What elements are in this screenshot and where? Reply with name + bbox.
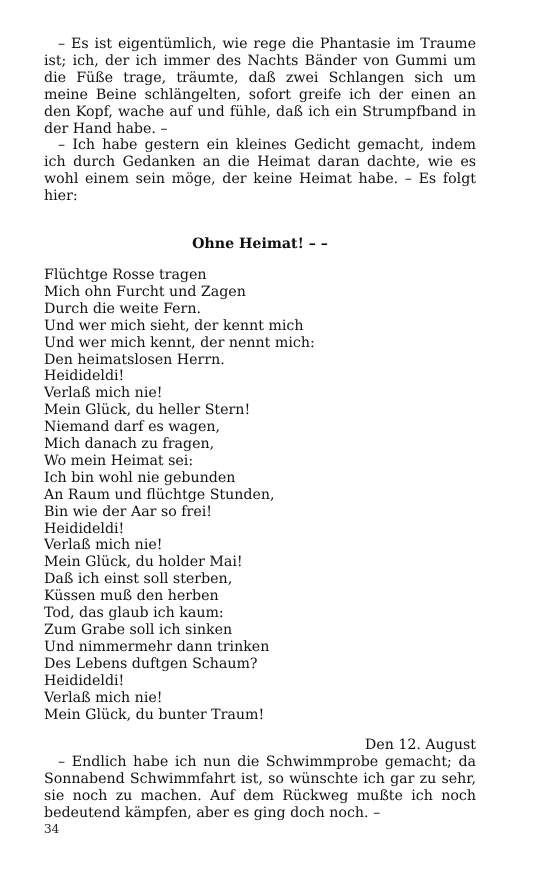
poem-line: Niemand darf es wagen,	[44, 419, 220, 436]
poem-line: Durch die weite Fern.	[44, 300, 201, 317]
book-page	[44, 36, 476, 822]
poem-line: Küssen muß den herben	[44, 588, 219, 605]
poem-line: Bin wie der Aar so frei!	[44, 503, 212, 520]
poem-line: Verlaß mich nie!	[44, 537, 163, 554]
poem-line: Des Lebens duftgen Schaum?	[44, 655, 258, 672]
poem-line: Mein Glück, du heller Stern!	[44, 402, 251, 419]
poem-line: Wo mein Heimat sei:	[44, 452, 194, 469]
paragraph-dream: – Es ist eigentümlich, wie rege die Phantasie im Traume ist; ich, der ich immer des Nachts Bänder von Gummi um die Füße trage, träumte, daß zwei Schlangen sich um meine Beine schlängelten, sofort greife ich der einen an den Kopf, wache auf und fühle, daß ich ein Strumpfband in der Hand habe. –	[44, 36, 476, 137]
poem-line: Mich danach zu fragen,	[44, 436, 215, 453]
paragraph-poem-intro: – Ich habe gestern ein kleines Gedicht gemacht, indem ich durch Gedanken an die Heimat daran dachte, wie es wohl einem sein möge, der keine Heimat habe. – Es folgt hier:	[44, 137, 476, 205]
poem-line: Und wer mich kennt, der nennt mich:	[44, 334, 315, 351]
poem-line: Zum Grabe soll ich sinken	[44, 622, 233, 638]
poem-line: Heidideldi!	[44, 368, 125, 385]
poem-line: Heidideldi!	[44, 520, 125, 537]
poem-line: Verlaß mich nie!	[44, 385, 163, 402]
poem-lines	[44, 267, 476, 723]
poem-line: Mein Glück, du bunter Traum!	[44, 706, 265, 723]
poem-line: Tod, das glaub ich kaum:	[44, 605, 224, 622]
poem-line: Mich ohn Furcht und Zagen	[44, 283, 246, 300]
poem-title: Ohne Heimat! – –	[192, 236, 328, 253]
poem-line: Daß ich einst soll sterben,	[44, 571, 233, 588]
page-number: 34	[44, 822, 60, 836]
paragraph-swim-test: – Endlich habe ich nun die Schwimmprobe gemacht; da Sonnabend Schwimmfahrt ist, so wünschte ich gar zu sehr, sie noch zu machen. Auf dem Rückweg mußte ich noch bedeutend kämpfen, aber es ging doch noch. –	[44, 754, 476, 822]
poem-line: Und wer mich sieht, der kennt mich	[44, 317, 304, 334]
poem-line: An Raum und flüchtge Stunden,	[44, 486, 275, 503]
poem-line: Verlaß mich nie!	[44, 689, 163, 706]
poem-line: Heidideldi!	[44, 672, 125, 689]
poem-line: Flüchtge Rosse tragen	[44, 266, 207, 283]
entry-date: Den 12. August	[364, 737, 476, 754]
poem-line: Mein Glück, du holder Mai!	[44, 554, 243, 571]
poem-line: Ich bin wohl nie gebunden	[44, 469, 236, 486]
poem-line: Und nimmermehr dann trinken	[44, 638, 270, 655]
poem-line: Den heimatslosen Herrn.	[44, 351, 225, 368]
